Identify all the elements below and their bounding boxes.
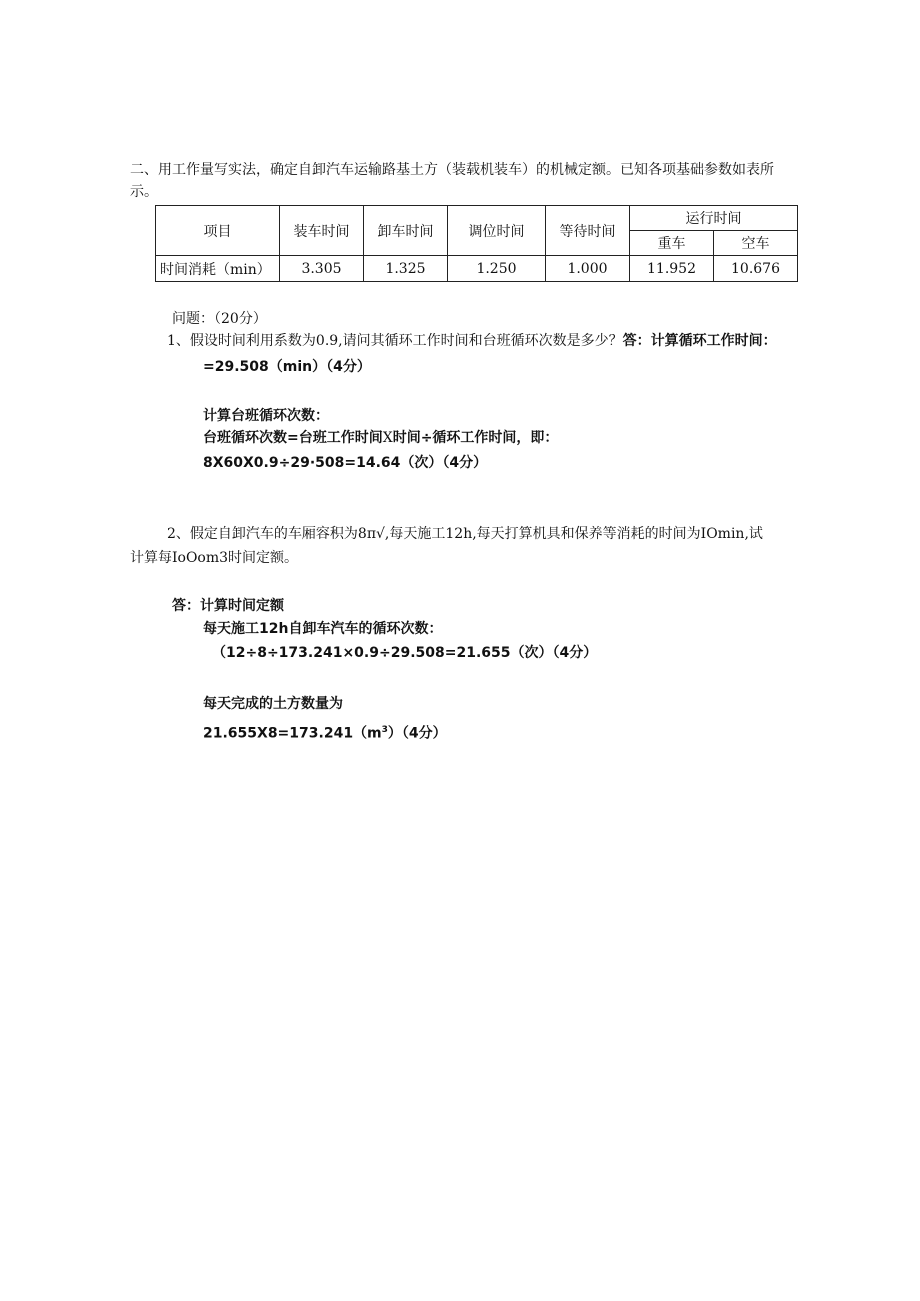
cell-empty: 10.676 (714, 256, 798, 282)
q1-count-result: 8X60X0.9÷29·508=14.64（次）（4分） (203, 455, 488, 471)
q1-answer-label: 答：计算循环工作时间： (622, 333, 777, 349)
q1-count-formula-c: 时间÷循环工作时间，即： (392, 430, 559, 446)
header-heavy: 重车 (630, 231, 714, 256)
q2-line-2: 计算每IoOom3时间定额。 (130, 550, 299, 566)
q2-cycles-formula: （12÷8÷173.241×0.9÷29.508=21.655（次）（4分） (212, 645, 598, 661)
q1-count-title: 计算台班循环次数： (203, 408, 329, 424)
header-unload-time: 卸车时间 (364, 206, 448, 256)
table-row (156, 256, 798, 282)
q2-volume-formula (203, 720, 447, 744)
q2-volume-formula-a: 21.655X8=173.241（m (203, 725, 382, 742)
q2-volume-sup: 3 (381, 725, 388, 735)
intro-line-2: 示。 (130, 184, 158, 200)
q1-count-formula-b: X (382, 430, 393, 446)
header-run-time: 运行时间 (630, 206, 798, 231)
q1-count-formula (203, 428, 558, 448)
q2-line-1: 2、假定自卸汽车的车厢容积为8π√,每天施工12h,每天打算机具和保养等消耗的时间为IOmin,试 (167, 526, 763, 542)
q2-answer: 答：计算时间定额 (172, 598, 284, 614)
q2-volume-title: 每天完成的土方数量为 (203, 696, 343, 712)
cell-load: 3.305 (280, 256, 364, 282)
q1-line (167, 331, 777, 351)
cell-unload: 1.325 (364, 256, 448, 282)
question-header: 问题：（20分） (172, 311, 267, 327)
header-load-time: 装车时间 (280, 206, 364, 256)
cell-wait: 1.000 (546, 256, 630, 282)
row-label: 时间消耗（min） (156, 256, 280, 282)
header-adjust-time: 调位时间 (448, 206, 546, 256)
header-wait-time: 等待时间 (546, 206, 630, 256)
q2-volume-formula-b: ）（4分） (387, 725, 447, 742)
q1-count-formula-a: 台班循环次数=台班工作时间 (203, 430, 383, 446)
table-header-row (156, 206, 798, 231)
q2-cycles-title: 每天施工12h自卸车汽车的循环次数： (203, 621, 443, 637)
cell-heavy: 11.952 (630, 256, 714, 282)
cell-adjust: 1.250 (448, 256, 546, 282)
header-item: 项目 (156, 206, 280, 256)
q1-cycle-time: =29.508（min）（4分） (203, 359, 371, 375)
intro-line-1: 二、用工作量写实法，确定自卸汽车运输路基土方（装载机装车）的机械定额。已知各项基础参数如表所 (130, 162, 774, 178)
parameters-table (155, 205, 798, 282)
q1-text: 1、假设时间利用系数为0.9,请问其循环工作时间和台班循环次数是多少？ (167, 333, 623, 349)
header-empty: 空车 (714, 231, 798, 256)
